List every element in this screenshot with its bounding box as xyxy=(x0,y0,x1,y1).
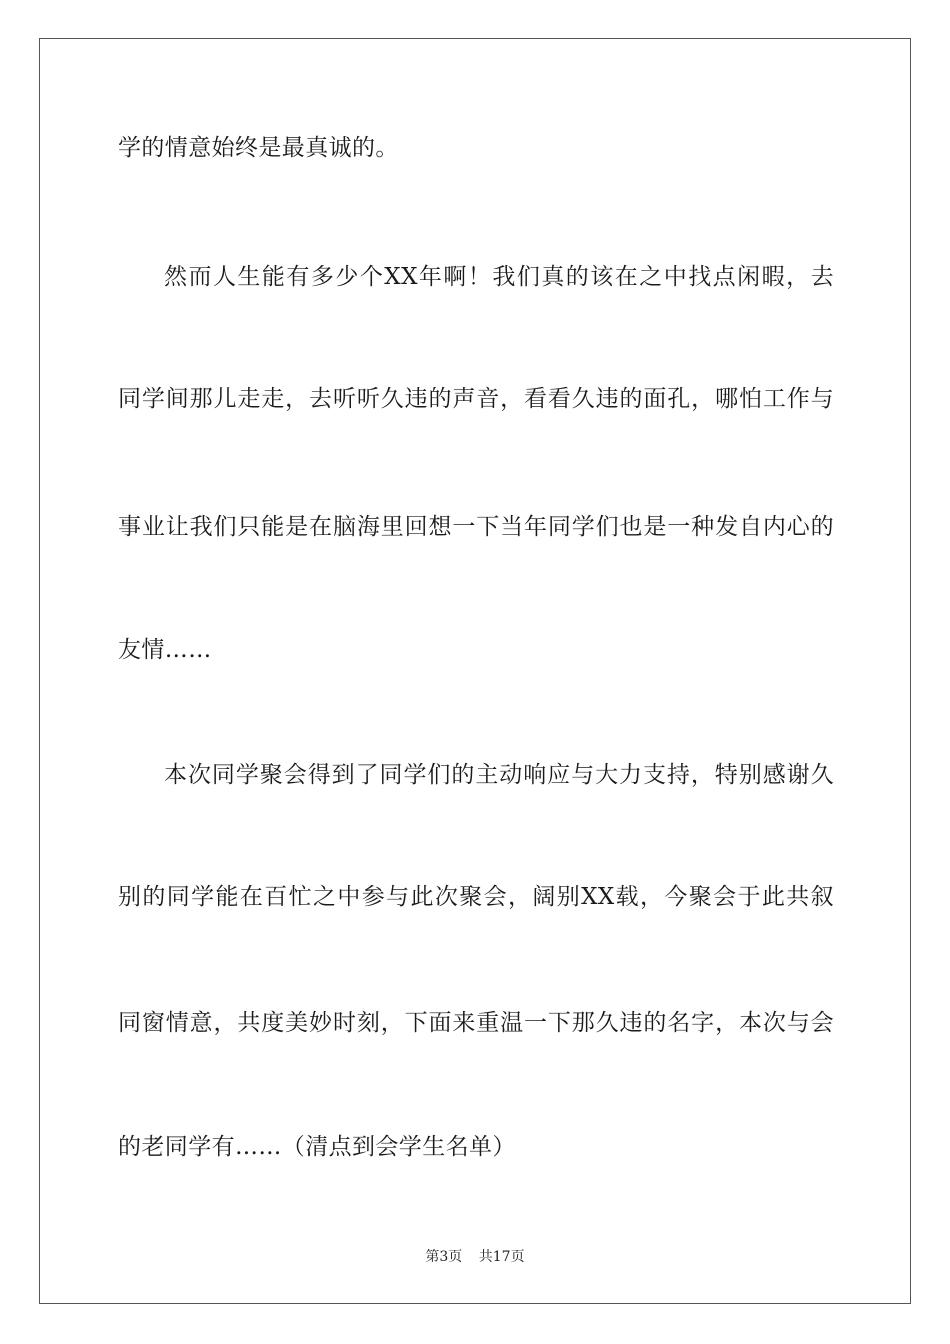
text-line: 学的情意始终是最真诚的。 xyxy=(118,135,399,161)
text-line: 同学间那儿走走，去听听久违的声音，看看久违的面孔，哪怕工作与 xyxy=(118,386,834,412)
page-number-total: 共17页 xyxy=(478,1249,525,1265)
text-line: 别的同学能在百忙之中参与此次聚会，阔别XX载，今聚会于此共叙 xyxy=(118,884,834,910)
text-line: 事业让我们只能是在脑海里回想一下当年同学们也是一种发自内心的 xyxy=(118,514,834,540)
text-line: 同窗情意，共度美妙时刻，下面来重温一下那久违的名字，本次与会 xyxy=(118,1010,834,1036)
paragraph-start-line: 本次同学聚会得到了同学们的主动响应与大力支持，特别感谢久 xyxy=(164,762,834,788)
text-line: 友情…… xyxy=(118,637,212,663)
text-line: 的老同学有……（清点到会学生名单） xyxy=(118,1134,516,1160)
page-border xyxy=(39,38,911,1304)
paragraph-start-line: 然而人生能有多少个XX年啊！我们真的该在之中找点闲暇，去 xyxy=(164,264,834,290)
page-number-current: 第3页 xyxy=(425,1249,463,1265)
page-footer xyxy=(0,1248,950,1266)
